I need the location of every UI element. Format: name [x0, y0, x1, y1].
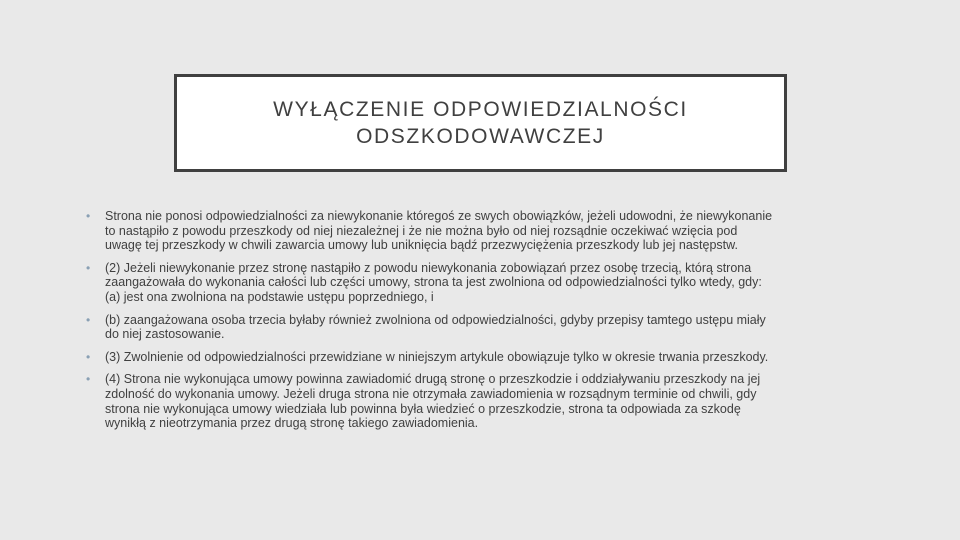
- bullet-dot-icon: •: [86, 209, 91, 223]
- bullet-item-3: [86, 313, 776, 342]
- slide-title: [273, 96, 688, 150]
- bullet-dot-icon: •: [86, 260, 91, 275]
- bullet-text-1: Strona nie ponosi odpowiedzialności za niewykonanie któregoś ze swych obowiązków, jeżeli udowodni, że niewykonanie to nastąpiło z powodu przeszkody od niej niezależnej i że nie można było od niej rozsądnie oczekiwać wzięcia pod uwagę tej przeszkody w chwili zawarcia umowy lub uniknięcia bądź przezwyciężenia przeszkody lub jej następstw.: [105, 209, 773, 253]
- bullet-dot-icon: •: [86, 349, 91, 364]
- bullet-item-2: [86, 261, 776, 305]
- bullet-item-5: [86, 372, 776, 430]
- bullet-dot-icon: •: [86, 312, 91, 327]
- bullet-text-3: (b) zaangażowana osoba trzecia byłaby również zwolniona od odpowiedzialności, gdyby przepisy tamtego ustępu miały do niej zastosowanie.: [105, 312, 766, 342]
- bullet-dot-icon: •: [86, 372, 91, 387]
- title-box: [174, 74, 787, 172]
- slide-title-line-2: ODSZKODOWAWCZEJ: [356, 125, 605, 148]
- bullet-item-4: [86, 350, 776, 365]
- bullet-text-2: (2) Jeżeli niewykonanie przez stronę nastąpiło z powodu niewykonania zobowiązań przez osobę trzecią, którą strona zaangażowała do wykonania całości lub części umowy, strona ta jest zwolniona od odpowiedzialności tylko wtedy, gdy:(a) jest ona zwolniona na podstawie ustępu poprzedniego, i: [105, 260, 762, 304]
- slide-title-line-1: WYŁĄCZENIE ODPOWIEDZIALNOŚCI: [273, 98, 688, 121]
- bullet-text-5: (4) Strona nie wykonująca umowy powinna zawiadomić drugą stronę o przeszkodzie i oddziaływaniu przeszkody na jej zdolność do wykonania umowy. Jeżeli druga strona nie otrzymała zawiadomienia w rozsądnym terminie od chwili, gdy strona nie wykonująca umowy wiedziała lub powinna była wiedzieć o przeszkodzie, strona ta odpowiada za szkodę wynikłą z nieotrzymania przez drugą stronę takiego zawiadomienia.: [105, 372, 761, 431]
- bullet-item-1: [86, 209, 776, 253]
- bullet-text-4: (3) Zwolnienie od odpowiedzialności przewidziane w niniejszym artykule obowiązuje tylko w okresie trwania przeszkody.: [105, 349, 769, 364]
- bullet-list: [86, 209, 776, 439]
